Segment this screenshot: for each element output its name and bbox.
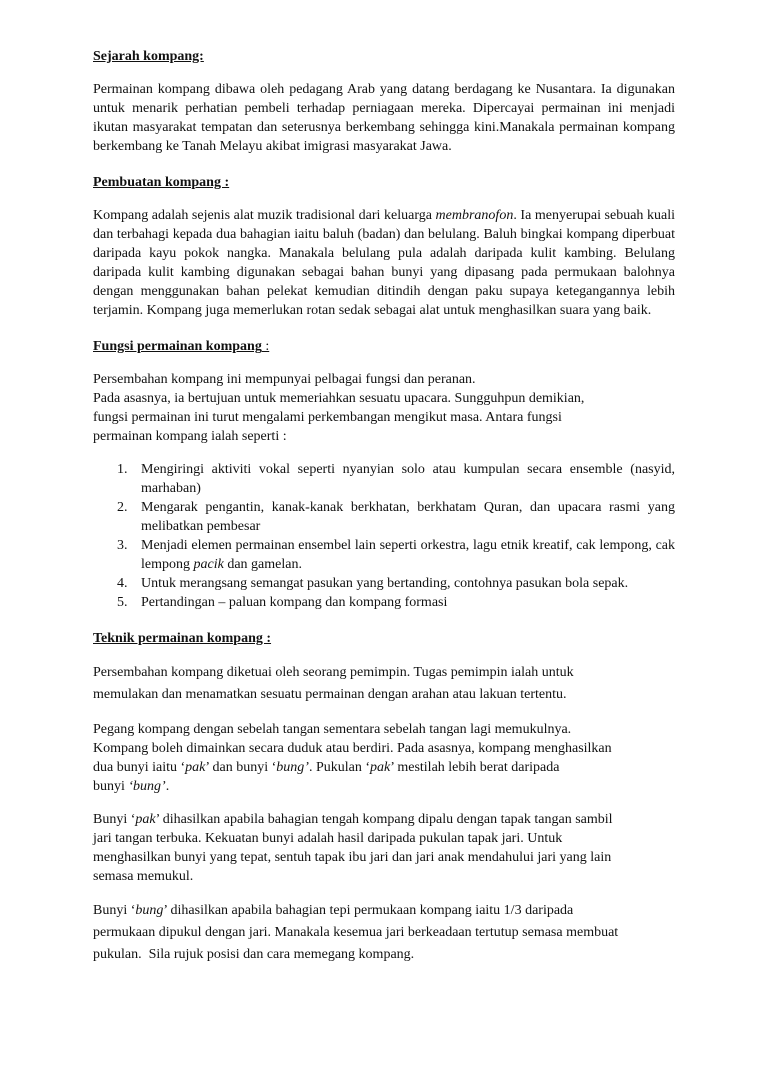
teknik-line: memulakan dan menamatkan sesuatu permainan dengan arahan atau lakuan tertentu. — [93, 687, 567, 702]
teknik-line: Pegang kompang dengan sebelah tangan sementara sebelah tangan lagi memukulnya. — [93, 722, 572, 737]
list-number: 1. — [117, 462, 128, 477]
list-item-text: Mengarak pengantin, kanak-kanak berkhatan, berkhatam Quran, dan upacara rasmi yang melibatkan pembesar — [141, 500, 675, 534]
pembuatan-text-2: . Ia menyerupai sebuah kuali dan terbahagi kepada dua bahagian iaitu baluh (badan) dan belulang. Baluh bingkai kompang diperbuat daripada kayu pokok nangka. Manakala belulang pula adalah daripada kulit kambing. Belulang daripada kulit kambing digunakan sebagai bahan bunyi yang dipasang pada permukaan balohnya dengan menggunakan bahan pelekat kemudian ditindih dengan paku supaya ketegangannya lebih terjamin. Kompang juga memerlukan rotan sedak sebagai alat untuk menghasilkan suara yang baik. — [93, 208, 675, 318]
list-item — [111, 536, 675, 574]
teknik-line: jari tangan terbuka. Kekuatan bunyi adalah hasil daripada pukulan tapak jari. Untuk — [93, 831, 563, 846]
teknik-line: Kompang boleh dimainkan secara duduk atau berdiri. Pada asasnya, kompang menghasilkan — [93, 741, 612, 756]
teknik-line: permukaan dipukul dengan jari. Manakala kesemua jari berkeadaan tertutup semasa membuat — [93, 925, 619, 940]
teknik-line — [93, 777, 675, 796]
paragraph-pembuatan — [93, 206, 675, 320]
list-item-italic: pacik — [193, 557, 224, 572]
heading-sejarah: Sejarah kompang: — [93, 49, 204, 64]
list-item — [111, 460, 675, 498]
text-run: ’ mestilah lebih berat daripada — [390, 760, 560, 775]
paragraph-teknik-1 — [93, 662, 675, 706]
list-number: 5. — [117, 595, 128, 610]
text-run: Bunyi ‘ — [93, 812, 136, 827]
teknik-line: menghasilkan bunyi yang tepat, sentuh tapak ibu jari dan jari anak mendahului jari yang lain — [93, 850, 612, 865]
text-run: bunyi — [93, 779, 129, 794]
heading-fungsi — [93, 337, 675, 356]
teknik-line: pukulan. Sila rujuk posisi dan cara memegang kompang. — [93, 947, 415, 962]
pembuatan-text-1: Kompang adalah sejenis alat muzik tradisional dari keluarga — [93, 208, 436, 223]
paragraph-teknik-3 — [93, 810, 675, 886]
fungsi-intro-line: permainan kompang ialah seperti : — [93, 429, 287, 444]
italic-run: pak — [135, 812, 156, 827]
list-item — [111, 593, 675, 612]
teknik-line — [93, 900, 675, 922]
text-run: dua bunyi iaitu ‘ — [93, 760, 186, 775]
list-number: 3. — [117, 538, 128, 553]
italic-run: pak — [185, 760, 206, 775]
paragraph-teknik-4 — [93, 900, 675, 966]
fungsi-intro-line: Pada asasnya, ia bertujuan untuk memeriahkan sesuatu upacara. Sungguhpun demikian, — [93, 391, 585, 406]
paragraph-teknik-2 — [93, 720, 675, 796]
paragraph-sejarah: Permainan kompang dibawa oleh pedagang Arab yang datang berdagang ke Nusantara. Ia digunakan untuk menarik perhatian pembeli terhadap perniagaan mereka. Dipercayai permainan ini menjadi ikutan masyarakat tempatan dan seterusnya berkembang sehingga kini.Manakala permainan kompang berkembang ke Tanah Melayu akibat imigrasi masyarakat Jawa. — [93, 82, 675, 154]
teknik-line — [93, 810, 675, 829]
text-run: ’ dihasilkan apabila bahagian tepi permukaan kompang iaitu 1/3 daripada — [163, 903, 574, 918]
list-item-text: Menjadi elemen permainan ensembel lain seperti orkestra, lagu etnik kreatif, cak lempong, cak lempong — [141, 538, 675, 572]
list-item — [111, 498, 675, 536]
text-run: ’ dihasilkan apabila bahagian tengah kompang dipalu dengan tapak tangan sambil — [155, 812, 613, 827]
heading-fungsi-colon: : — [261, 339, 270, 354]
teknik-line: semasa memukul. — [93, 869, 194, 884]
teknik-line: Persembahan kompang diketuai oleh seorang pemimpin. Tugas pemimpin ialah untuk — [93, 665, 574, 680]
italic-run: pak — [370, 760, 391, 775]
list-number: 4. — [117, 576, 128, 591]
fungsi-list — [93, 460, 675, 612]
text-run: . Pukulan ‘ — [308, 760, 370, 775]
fungsi-intro-line: Persembahan kompang ini mempunyai pelbagai fungsi dan peranan. — [93, 372, 476, 387]
paragraph-fungsi-intro — [93, 370, 675, 446]
heading-teknik: Teknik permainan kompang : — [93, 631, 272, 646]
document-page — [93, 47, 675, 966]
list-item-text: Pertandingan – paluan kompang dan kompang formasi — [141, 595, 448, 610]
pembuatan-italic: membranofon — [435, 208, 514, 223]
list-item — [111, 574, 675, 593]
heading-fungsi-text: Fungsi permainan kompang — [93, 339, 262, 354]
italic-run: bung — [135, 903, 164, 918]
list-item-text: dan gamelan. — [223, 557, 302, 572]
italic-run: ‘bung’ — [128, 779, 166, 794]
list-number: 2. — [117, 500, 128, 515]
text-run: Bunyi ‘ — [93, 903, 136, 918]
text-run: . — [165, 779, 170, 794]
fungsi-intro-line: fungsi permainan ini turut mengalami perkembangan mengikut masa. Antara fungsi — [93, 410, 562, 425]
list-item-text: Untuk merangsang semangat pasukan yang bertanding, contohnya pasukan bola sepak. — [141, 576, 629, 591]
list-item-text: Mengiringi aktiviti vokal seperti nyanyian solo atau kumpulan secara ensemble (nasyid, marhaban) — [141, 462, 675, 496]
teknik-line — [93, 758, 675, 777]
italic-run: bung’ — [276, 760, 309, 775]
heading-pembuatan: Pembuatan kompang : — [93, 175, 230, 190]
text-run: ’ dan bunyi ‘ — [205, 760, 277, 775]
